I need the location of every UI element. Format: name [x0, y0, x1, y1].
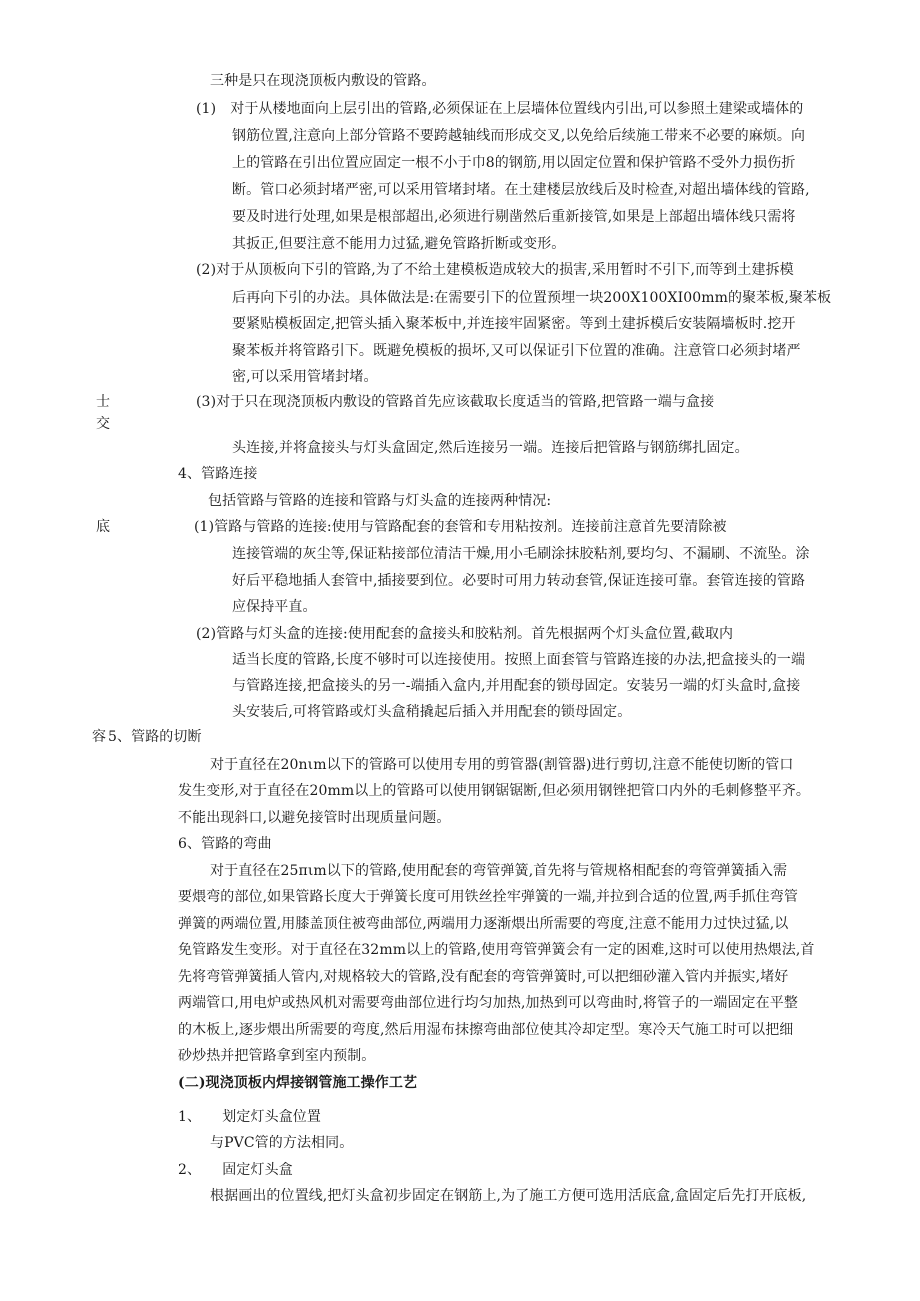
text-line: 断。管口必须封堵严密,可以采用管堵封堵。在土建楼层放线后及时检查,对超出墙体线的管路, — [232, 182, 810, 198]
text-line: 砂炒热并把管路拿到室内预制。 — [178, 1048, 376, 1064]
text-line: 其扳正,但要注意不能用力过猛,避免管路折断或变形。 — [232, 236, 566, 252]
side-label-2: 交 — [96, 416, 110, 432]
subsection-heading: (二)现浇顶板内焊接钢管施工操作工艺 — [178, 1075, 418, 1091]
text-line: 连接管端的灰尘等,保证粘接部位清洁干燥,用小毛刷涂抹胶粘剂,要均匀、不漏刷、不流坠。涂 — [232, 546, 810, 562]
text-line: 免管路发生变形。对于直径在32mm以上的管路,使用弯管弹簧会有一定的困难,这时可以使用热煨法,首 — [178, 942, 815, 958]
side-label-3: 底 — [96, 519, 110, 535]
text-line: 不能出现斜口,以避免接管时出现质量问题。 — [178, 810, 451, 826]
text-line: 聚苯板并将管路引下。既避免模板的损坏,又可以保证引下位置的准确。注意管口必须封堵严 — [232, 343, 801, 359]
text-line: 先将弯管弹簧插人管内,对规格较大的管路,没有配套的弯管弹簧时,可以把细砂灌入管内并振实,堵好 — [178, 969, 789, 985]
text-line: 适当长度的管路,长度不够时可以连接使用。按照上面套管与管路连接的办法,把盒接头的一端 — [232, 652, 806, 668]
text-line: (2)管路与灯头盒的连接:使用配套的盒接头和胶粘剂。首先根据两个灯头盒位置,截取内 — [196, 626, 734, 642]
text-line: 要煨弯的部位,如果管路长度大于弹簧长度可用铁丝拴牢弹簧的一端,并拉到合适的位置,两手抓住弯管 — [178, 889, 798, 905]
text-line: (3)对于只在现浇顶板内敷设的管路首先应该截取长度适当的管路,把管路一端与盒接 — [196, 394, 715, 410]
text-line: 与管路连接,把盒接头的另一-端插入盒内,并用配套的锁母固定。安装另一端的灯头盒时,盒接 — [232, 678, 801, 694]
text-line: 密,可以采用管堵封堵。 — [232, 369, 378, 385]
text-line: 根据画出的位置线,把灯头盒初步固定在钢筋上,为了施工方便可选用活底盒,盒固定后先打开底板, — [210, 1188, 807, 1204]
text-line: 头安装后,可将管路或灯头盒稍撬起后插入并用配套的锁母固定。 — [232, 704, 632, 720]
text-line: 上的管路在引出位置应固定一根不小于巾8的钢筋,用以固定位置和保护管路不受外力损伤折 — [232, 155, 796, 171]
text-line: 后再向下引的办法。具体做法是:在需要引下的位置预埋一块200X100XI00mm的聚苯板,聚苯板 — [232, 290, 832, 306]
text-line: 两端管口,用电炉或热风机对需要弯曲部位进行均匀加热,加热到可以弯曲时,将管子的一端固定在平整 — [178, 995, 798, 1011]
section-heading: 4、管路连接 — [178, 466, 258, 482]
text-line: (2)对于从顶板向下引的管路,为了不给土建模板造成较大的损害,采用暂时不引下,而等到土建拆模 — [196, 262, 794, 278]
text-line: 要及时进行处理,如果是根部超出,必须进行剔凿然后重新接管,如果是上部超出墙体线只需将 — [232, 209, 796, 225]
text-line: 与PVC管的方法相同。 — [210, 1135, 354, 1151]
text-line: 对于直径在20nιm以下的管路可以使用专用的剪管器(割管器)进行剪切,注意不能使切断的管口 — [210, 757, 794, 773]
section-heading: 5、管路的切断 — [108, 729, 202, 745]
section-heading: 1、 划定灯头盒位置 — [178, 1109, 322, 1125]
text-line: 头连接,并将盒接头与灯头盒固定,然后连接另一端。连接后把管路与钢筋绑扎固定。 — [232, 440, 749, 456]
text-line: 好后平稳地插人套管中,插接要到位。必要时可用力转动套管,保证连接可靠。套管连接的管路 — [232, 573, 806, 589]
text-line: (1) 对于从楼地面向上层引出的管路,必须保证在上层墙体位置线内引出,可以参照土建梁或墙体的 — [196, 101, 804, 117]
text-line: (1)管路与管路的连接:使用与管路配套的套管和专用粘按剂。连接前注意首先要清除被 — [194, 519, 727, 535]
text-line: 要紧贴模板固定,把管头插入聚苯板中,并连接牢固紧密。等到土建拆模后安装隔墙板时.挖开 — [232, 316, 796, 332]
text-line: 对于直径在25πιm以下的管路,使用配套的弯管弹簧,首先将与管规格相配套的弯管弹簧插入需 — [210, 863, 788, 879]
text-line: 包括管路与管路的连接和管路与灯头盒的连接两种情况: — [208, 493, 552, 509]
section-heading: 2、 固定灯头盒 — [178, 1162, 293, 1178]
text-line: 的木板上,逐步煨出所需要的弯度,然后用湿布抹擦弯曲部位使其冷却定型。寒冷天气施工时可以把细 — [178, 1022, 794, 1038]
text-line: 弹簧的两端位置,用膝盖顶住被弯曲部位,两端用力逐渐煨出所需要的弯度,注意不能用力过快过猛,以 — [178, 916, 789, 932]
side-label-4: 容 — [92, 729, 106, 745]
side-label-1: 士 — [96, 394, 110, 410]
text-line: 三种是只在现浇顶板内敷设的管路。 — [210, 73, 436, 89]
text-line: 钢筋位置,注意向上部分管路不要跨越轴线而形成交叉,以免给后续施工带来不必要的麻烦。向 — [232, 128, 806, 144]
section-heading: 6、管路的弯曲 — [178, 836, 272, 852]
text-line: 应保持平直。 — [232, 599, 317, 615]
text-line: 发生变形,对于直径在20mm以上的管路可以使用钢锯锯断,但必须用钢锉把管口内外的毛刺修整平齐。 — [178, 783, 810, 799]
